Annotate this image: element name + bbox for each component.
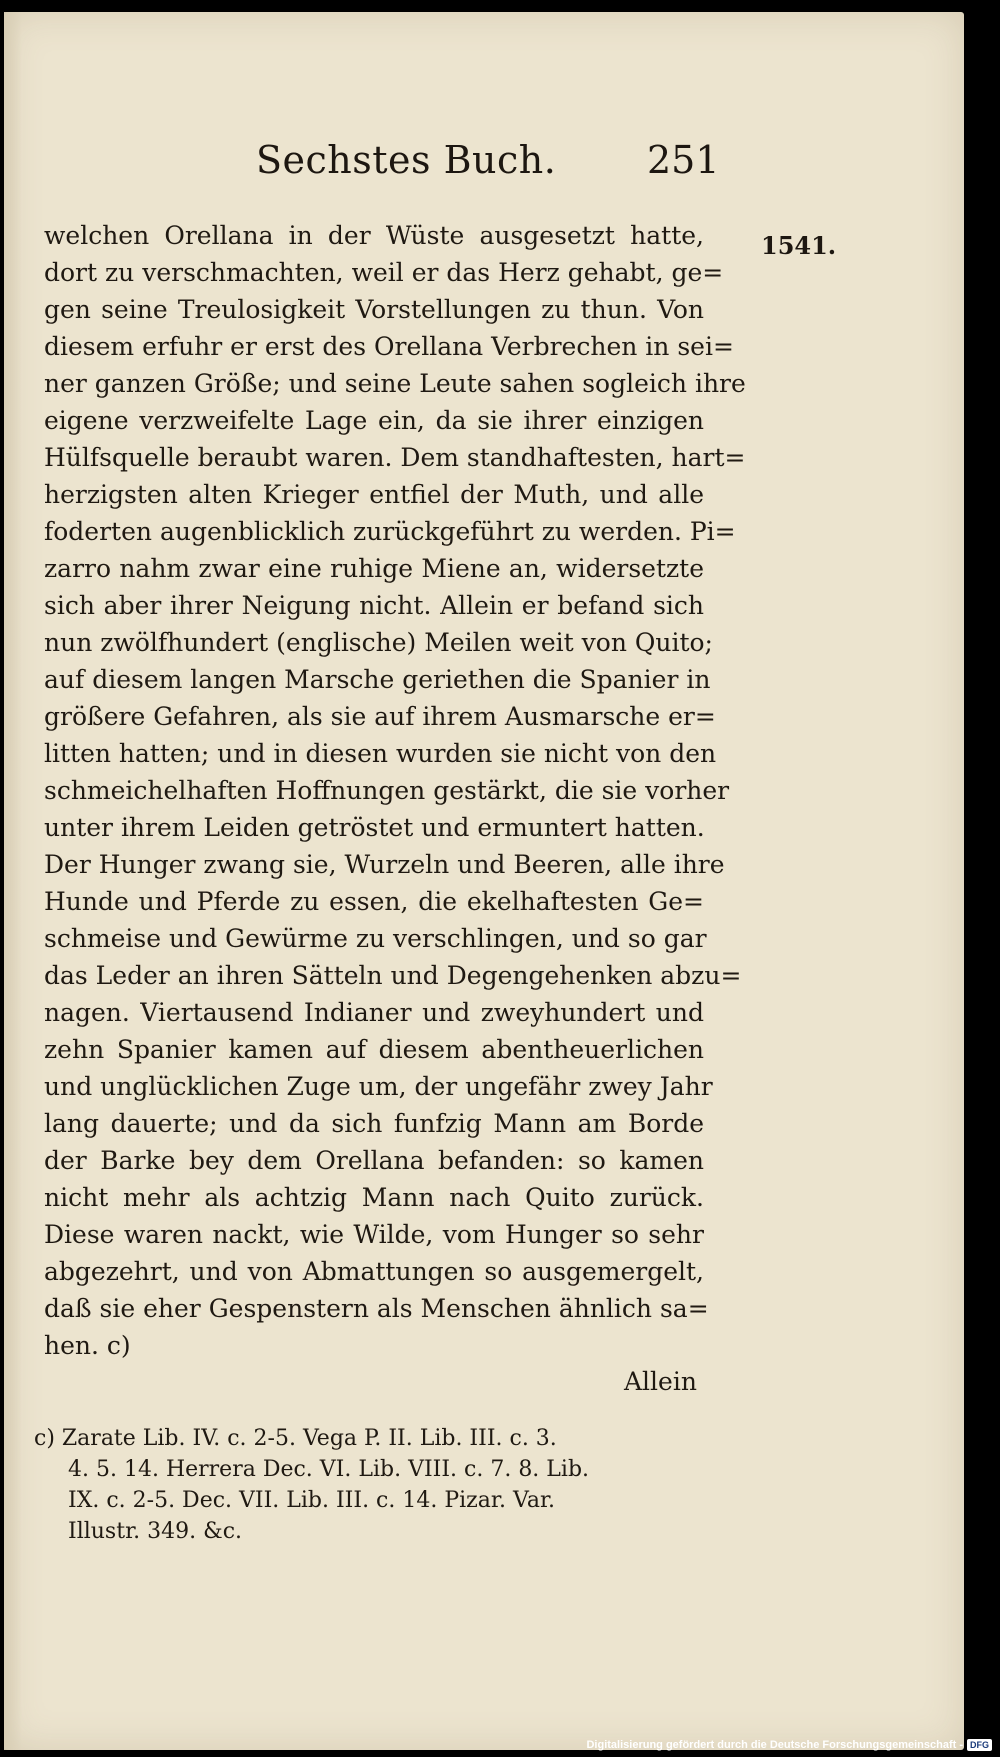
text-line: lang dauerte; und da sich funfzig Mann am Borde (44, 1109, 704, 1138)
text-line: herzigsten alten Krieger entfiel der Muth, und alle (44, 480, 704, 509)
text-line: unter ihrem Leiden getröstet und ermuntert hatten. (44, 813, 705, 842)
footnote-line: 4. 5. 14. Herrera Dec. VI. Lib. VIII. c. 7. 8. Lib. (68, 1457, 590, 1482)
text-line: welchen Orellana in der Wüste ausgesetzt hatte, (44, 221, 704, 250)
book-page (4, 12, 964, 1750)
text-line: nagen. Viertausend Indianer und zweyhundert und (44, 998, 704, 1027)
text-line: auf diesem langen Marsche geriethen die Spanier in (44, 665, 711, 694)
footnote (34, 1423, 714, 1547)
text-line: diesem erfuhr er erst des Orellana Verbrechen in sei= (44, 332, 734, 361)
body-text (44, 217, 746, 1364)
text-line: Der Hunger zwang sie, Wurzeln und Beeren, alle ihre (44, 850, 725, 879)
page-gutter-shadow (4, 12, 22, 1750)
dfg-logo-icon: DFG (967, 1739, 992, 1751)
text-line: litten hatten; und in diesen wurden sie nicht von den (44, 739, 717, 768)
text-line: das Leder an ihren Sätteln und Degengehenken abzu= (44, 961, 742, 990)
footnote-line: Illustr. 349. &c. (68, 1519, 243, 1544)
text-line: Hunde und Pferde zu essen, die ekelhaftesten Ge= (44, 887, 704, 916)
text-line: abgezehrt, und von Abmattungen so ausgemergelt, (44, 1257, 704, 1286)
text-line: Hülfsquelle beraubt waren. Dem standhaftesten, hart= (44, 443, 746, 472)
text-line: dort zu verschmachten, weil er das Herz gehabt, ge= (44, 258, 724, 287)
margin-year-note: 1541. (761, 231, 837, 260)
text-line: der Barke bey dem Orellana befanden: so kamen (44, 1146, 704, 1175)
digitization-credit (586, 1735, 992, 1755)
text-line: hen. c) (44, 1331, 131, 1360)
text-line: zehn Spanier kamen auf diesem abentheuerlichen (44, 1035, 704, 1064)
text-line: nicht mehr als achtzig Mann nach Quito zurück. (44, 1183, 704, 1212)
text-line: gen seine Treulosigkeit Vorstellungen zu thun. Von (44, 295, 704, 324)
text-line: eigene verzweifelte Lage ein, da sie ihrer einzigen (44, 406, 704, 435)
text-line: Diese waren nackt, wie Wilde, vom Hunger so sehr (44, 1220, 704, 1249)
text-line: schmeichelhaften Hoffnungen gestärkt, die sie vorher (44, 776, 730, 805)
page-number: 251 (647, 138, 720, 182)
footnote-line: c) Zarate Lib. IV. c. 2-5. Vega P. II. Lib. III. c. 3. (34, 1426, 557, 1451)
credit-text: Digitalisierung gefördert durch die Deutsche Forschungsgemeinschaft - (586, 1739, 963, 1751)
text-line: schmeise und Gewürme zu verschlingen, und so gar (44, 924, 707, 953)
text-line: größere Gefahren, als sie auf ihrem Ausmarsche er= (44, 702, 716, 731)
text-line: foderten augenblicklich zurückgeführt zu werden. Pi= (44, 517, 736, 546)
footnote-line: IX. c. 2-5. Dec. VII. Lib. III. c. 14. Pizar. Var. (68, 1488, 556, 1513)
text-line: sich aber ihrer Neigung nicht. Allein er befand sich (44, 591, 704, 620)
text-line: zarro nahm zwar eine ruhige Miene an, widersetzte (44, 554, 704, 583)
catchword: Allein (624, 1367, 697, 1396)
text-line: ner ganzen Größe; und seine Leute sahen sogleich ihre (44, 369, 746, 398)
page-header (4, 138, 964, 188)
text-line: nun zwölfhundert (englische) Meilen weit von Quito; (44, 628, 713, 657)
text-line: daß sie eher Gespenstern als Menschen ähnlich sa= (44, 1294, 709, 1323)
text-line: und unglücklichen Zuge um, der ungefähr zwey Jahr (44, 1072, 713, 1101)
running-head: Sechstes Buch. (256, 138, 557, 182)
